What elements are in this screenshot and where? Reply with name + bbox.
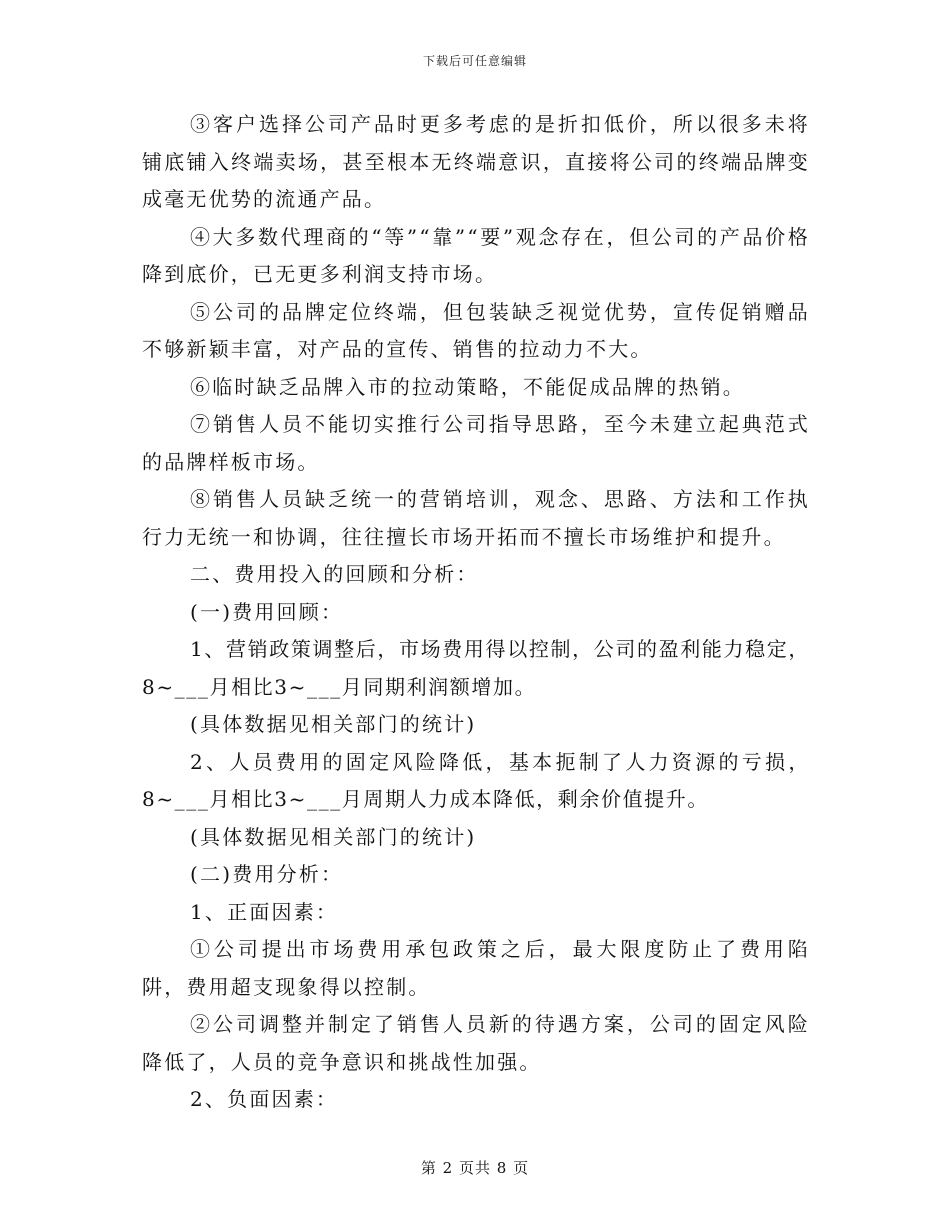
paragraph-data-note-1: (具体数据见相关部门的统计) xyxy=(190,712,477,736)
paragraph-item-8: ⑧销售人员缺乏统一的营销培训，观念、思路、方法和工作执行力无统一和协调，往往擅长市场开拓而不擅长市场维护和提升。 xyxy=(142,487,810,549)
heading-negative-factors: 2、负面因素： xyxy=(190,1087,339,1111)
paragraph-positive-1: ①公司提出市场费用承包政策之后，最大限度防止了费用陷阱，费用超支现象得以控制。 xyxy=(142,937,810,999)
page-header: 下载后可任意编辑 xyxy=(422,54,527,68)
section-heading-cost-review: 二、费用投入的回顾和分析： xyxy=(190,562,479,586)
paragraph-item-6: ⑥临时缺乏品牌入市的拉动策略，不能促成品牌的热销。 xyxy=(190,374,745,399)
page-footer: 第 2 页共 8 页 xyxy=(420,1159,530,1177)
paragraph-cost-review-1: 1、营销政策调整后，市场费用得以控制，公司的盈利能力稳定，8~___月相比3~___月同期利润额增加。 xyxy=(142,637,810,699)
paragraph-item-4: ④大多数代理商的“等”“靠”“要”观念存在，但公司的产品价格降到底价，已无更多利润支持市场。 xyxy=(142,224,810,286)
paragraph-data-note-2: (具体数据见相关部门的统计) xyxy=(190,824,477,849)
paragraph-cost-review-2: 2、人员费用的固定风险降低，基本扼制了人力资源的亏损，8~___月相比3~___月周期人力成本降低，剩余价值提升。 xyxy=(142,749,810,811)
subsection-heading-cost-review: (一)费用回顾： xyxy=(190,599,344,624)
paragraph-item-3: ③客户选择公司产品时更多考虑的是折扣低价，所以很多未将铺底铺入终端卖场，甚至根本无终端意识，直接将公司的终端品牌变成毫无优势的流通产品。 xyxy=(142,112,810,211)
paragraph-item-5: ⑤公司的品牌定位终端，但包装缺乏视觉优势，宣传促销赠品不够新颖丰富，对产品的宣传、销售的拉动力不大。 xyxy=(142,299,810,361)
paragraph-positive-2: ②公司调整并制定了销售人员新的待遇方案，公司的固定风险降低了，人员的竞争意识和挑战性加强。 xyxy=(142,1012,810,1074)
document-body xyxy=(142,106,810,1119)
paragraph-item-7: ⑦销售人员不能切实推行公司指导思路，至今未建立起典范式的品牌样板市场。 xyxy=(142,412,810,474)
heading-positive-factors: 1、正面因素： xyxy=(190,899,339,924)
subsection-heading-cost-analysis: (二)费用分析： xyxy=(190,862,344,886)
